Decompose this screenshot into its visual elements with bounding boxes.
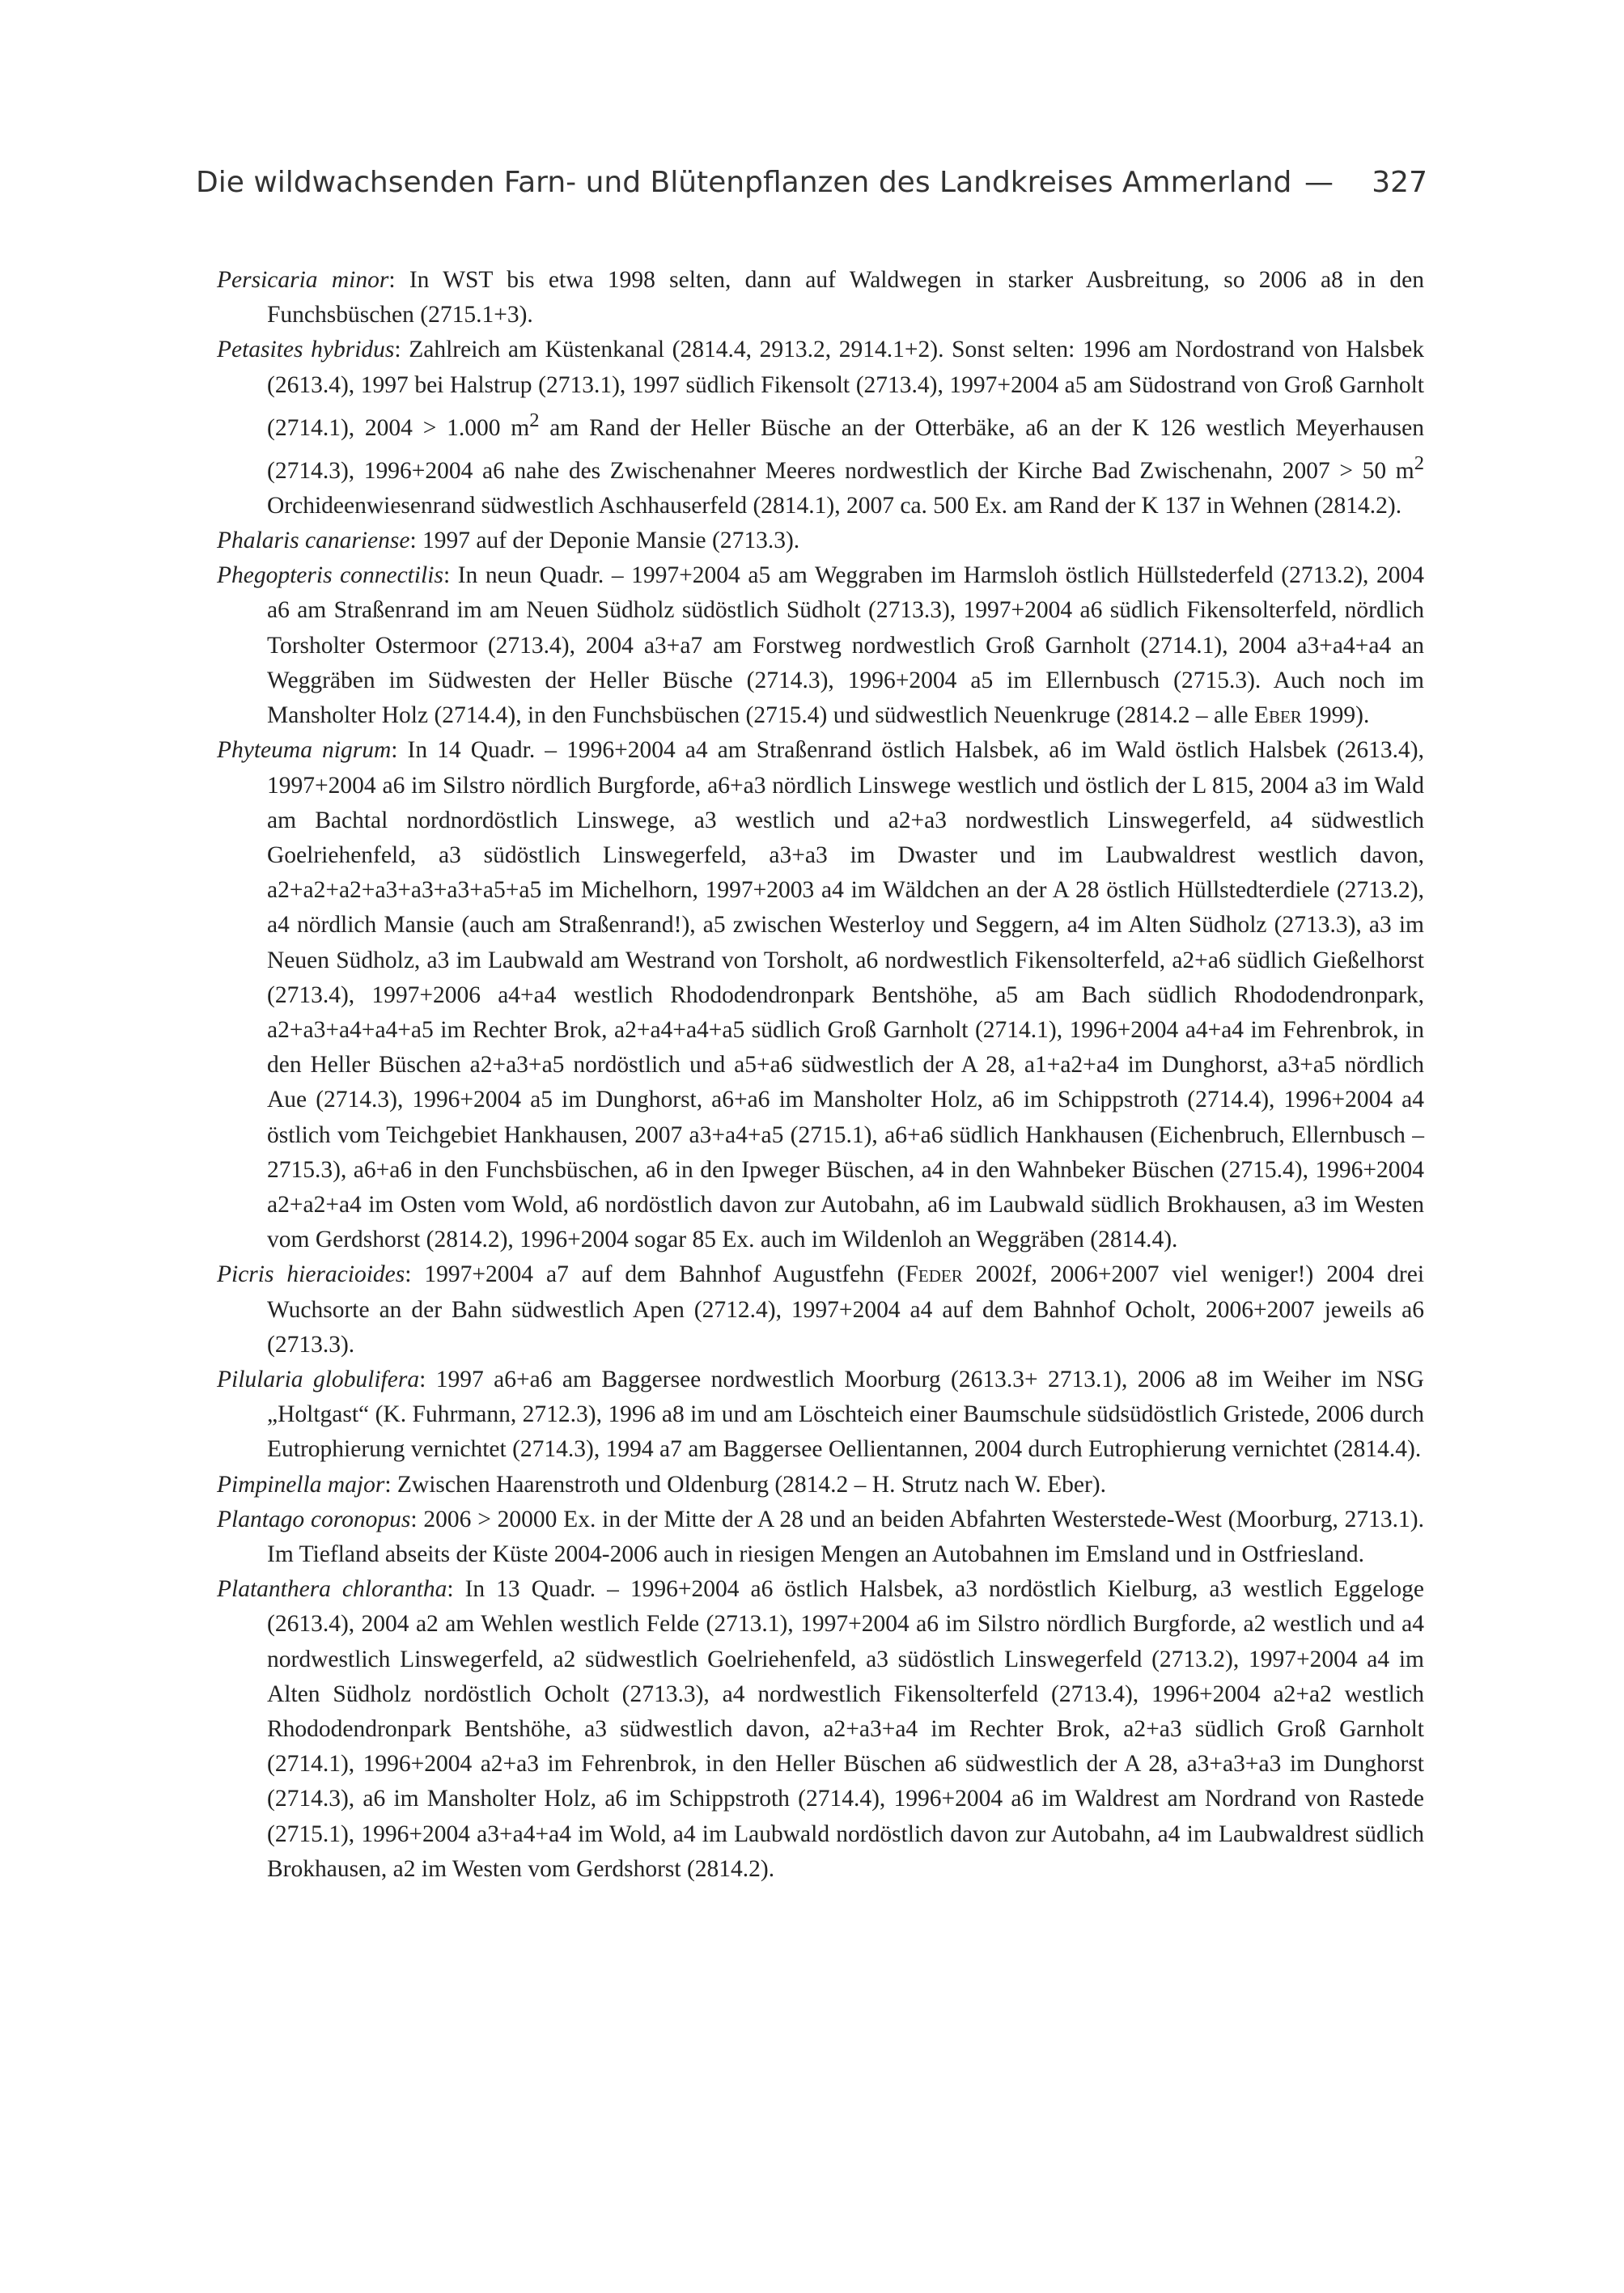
taxon-separator: : (443, 562, 458, 589)
entry-text: 1997 a6+a6 am Baggersee nordwestlich Moorburg (2613.3+ 2713.1), 2006 a8 im Weiher im NSG „Holtgast“ (K. Fuhrmann, 2712.3), 1996 a8 im und am Löschteich einer Baumschule südsüdöstlich Gristede, 2006 durch Eutrophierung vernichtet (2714.3), 1994 a7 am Baggersee Oellientannen, 2004 durch Eutrophierung vernichtet (2814.4). (267, 1366, 1424, 1463)
entry-text: 2002f, 2006+2007 viel weniger!) 2004 drei Wuchsorte an der Bahn südwestlich Apen (2712.4), 1997+2004 a4 auf dem Bahnhof Ocholt, 2006+2007 jeweils a6 (2713.3). (267, 1261, 1425, 1358)
page-number: 327 (1372, 166, 1427, 199)
taxon-name: Phalaris canariense (217, 528, 410, 554)
running-head-dash: — (1304, 166, 1334, 199)
taxon-name: Picris hieracioides (217, 1261, 405, 1288)
taxon-name: Phegopteris connectilis (217, 562, 443, 589)
species-entry (217, 1257, 1424, 1363)
superscript: 2 (1414, 451, 1424, 474)
author-name: Feder (905, 1261, 963, 1288)
entry-text: In 14 Quadr. – 1996+2004 a4 am Straßenrand östlich Halsbek, a6 im Wald östlich Halsbek (2613.4), 1997+2004 a6 im Silstro nördlich Burgforde, a6+a3 nördlich Linswege westlich und östlich der L 815, 2004 a3 im Wald am Bachtal nordnordöstlich Linswege, a3 westlich und a2+a3 nordwestlich Linswegerfeld, a4 südwestlich Goelriehenfeld, a3 südöstlich Linswegerfeld, a3+a3 im Dwaster und im Laubwaldrest westlich davon, a2+a2+a2+a3+a3+a3+a5+a5 im Michelhorn, 1997+2003 a4 im Wäldchen an der A 28 östlich Hüllstedterdiele (2713.2), a4 nördlich Mansie (auch am Straßenrand!), a5 zwischen Westerloy und Seggern, a4 im Alten Südholz (2713.3), a3 im Neuen Südholz, a3 im Laubwald am Westrand von Torsholt, a6 nordwestlich Fikensolterfeld, a2+a6 südlich Gießelhorst (2713.4), 1997+2006 a4+a4 westlich Rhododendronpark Bentshöhe, a5 am Bach südlich Rhododendronpark, a2+a3+a4+a4+a5 im Rechter Brok, a2+a4+a4+a5 südlich Groß Garnholt (2714.1), 1996+2004 a4+a4 im Fehrenbrok, in den Heller Büschen a2+a3+a5 nordöstlich und a5+a6 südwestlich der A 28, a1+a2+a4 im Dunghorst, a3+a5 nördlich Aue (2714.3), 1996+2004 a5 im Dunghorst, a6+a6 im Mansholter Holz, a6 im Schippstroth (2714.4), 1996+2004 a4 östlich vom Teichgebiet Hankhausen, 2007 a3+a4+a5 (2715.1), a6+a6 südlich Hankhausen (Eichenbruch, Ellernbusch – 2715.3), a6+a6 in den Funchsbüschen, a6 in den Ipweger Büschen, a4 in den Wahnbeker Büschen (2715.4), 1996+2004 a2+a2+a4 im Osten vom Wold, a6 nordöstlich davon zur Autobahn, a6 im Laubwald südlich Brokhausen, a3 im Westen vom Gerdshorst (2814.2), 1996+2004 sogar 85 Ex. auch im Wildenloh an Weggräben (2814.4). (267, 737, 1425, 1253)
species-entry (217, 263, 1424, 333)
entry-text: 1997+2004 a7 auf dem Bahnhof Augustfehn ( (424, 1261, 905, 1288)
entry-text: In WST bis etwa 1998 selten, dann auf Waldwegen in starker Ausbreitung, so 2006 a8 in den Funchsbüschen (2715.1+3). (267, 267, 1424, 328)
entry-text: 1999). (1301, 702, 1370, 729)
entry-text: Zahlreich am Küstenkanal (2814.4, 2913.2, 2914.1+2). Sonst selten: 1996 am Nordostrand von Halsbek (2613.4), 1997 bei Halstrup (2713.1), 1997 südlich Fikensolt (2713.4), 1997+2004 a5 am Südostrand von Groß Garnholt (2714.1), 2004 > 1.000 m (267, 337, 1424, 441)
running-head-title: Die wildwachsenden Farn- und Blütenpflanzen des Landkreises Ammerland (196, 166, 1292, 199)
taxon-separator: : (409, 528, 423, 554)
taxon-name: Platanthera chlorantha (217, 1576, 447, 1603)
author-name: Eber (1253, 702, 1302, 729)
taxon-separator: : (405, 1261, 425, 1288)
taxon-separator: : (394, 337, 409, 363)
entry-text: 1997 auf der Deponie Mansie (2713.3). (422, 528, 800, 554)
taxon-name: Phyteuma nigrum (217, 737, 392, 764)
taxon-name: Plantago coronopus (217, 1506, 411, 1532)
taxon-separator: : (410, 1506, 424, 1532)
species-entry (217, 1503, 1424, 1572)
species-entry (217, 333, 1424, 523)
entry-text: 2006 > 20000 Ex. in der Mitte der A 28 und an beiden Abfahrten Westerstede-West (Moorburg, 2713.1). Im Tiefland abseits der Küste 2004-2006 auch in riesigen Mengen an Autobahnen im Emsland und in Ostfriesland. (267, 1506, 1424, 1567)
species-entry (217, 558, 1424, 733)
taxon-separator: : (419, 1366, 436, 1392)
entry-text: In neun Quadr. – 1997+2004 a5 am Weggraben im Harmsloh östlich Hüllstederfeld (2713.2), 2004 a6 am Straßenrand im am Neuen Südholz südöstlich Südholt (2713.3), 1997+2004 a6 südlich Fikensolterfeld, nördlich Torsholter Ostermoor (2713.4), 2004 a3+a7 am Forstweg nordwestlich Groß Garnholt (2714.1), 2004 a3+a4+a4 an Weggräben im Südwesten der Heller Büsche (2714.3), 1996+2004 a5 im Ellernbusch (2715.3). Auch noch im Mansholter Holz (2714.4), in den Funchsbüschen (2715.4) und südwestlich Neuenkruge (2814.2 – alle (267, 562, 1424, 729)
entry-text: In 13 Quadr. – 1996+2004 a6 östlich Halsbek, a3 nordöstlich Kielburg, a3 westlich Eggeloge (2613.4), 2004 a2 am Wehlen westlich Felde (2713.1), 1997+2004 a6 im Silstro nördlich Burgforde, a2 westlich und a4 nordwestlich Linswegerfeld, a2 südwestlich Goelriehenfeld, a3 südöstlich Linswegerfeld (2713.2), 1997+2004 a4 im Alten Südholz nordöstlich Ocholt (2713.3), a4 nordwestlich Fikensolterfeld (2713.4), 1996+2004 a2+a2 westlich Rhododendronpark Bentshöhe, a3 südwestlich davon, a2+a3+a4 im Rechter Brok, a2+a3 südlich Groß Garnholt (2714.1), 1996+2004 a2+a3 im Fehrenbrok, in den Heller Büschen a6 südwestlich der A 28, a3+a3+a3 im Dunghorst (2714.3), a6 im Mansholter Holz, a6 im Schippstroth (2714.4), 1996+2004 a6 im Waldrest am Nordrand von Rastede (2715.1), 1996+2004 a3+a4+a4 im Wold, a4 im Laubwald nordöstlich davon zur Autobahn, a4 im Laubwaldrest südlich Brokhausen, a2 im Westen vom Gerdshorst (2814.2). (267, 1576, 1424, 1882)
taxon-name: Pimpinella major (217, 1471, 385, 1498)
species-entry (217, 733, 1424, 1257)
taxon-name: Pilularia globulifera (217, 1366, 420, 1392)
taxon-separator: : (447, 1576, 465, 1603)
superscript: 2 (529, 409, 540, 431)
taxon-name: Petasites hybridus (217, 337, 395, 363)
entry-text: am Rand der Heller Büsche an der Otterbäke, a6 an der K 126 westlich Meyerhausen (2714.3), 1996+2004 a6 nahe des Zwischenahner Meeres nordwestlich der Kirche Bad Zwischenahn, 2007 > 50 m (267, 414, 1424, 484)
running-head (196, 166, 1427, 199)
species-entry (217, 1468, 1424, 1503)
species-entry (217, 1363, 1424, 1468)
species-entry (217, 523, 1424, 558)
species-entries (217, 263, 1424, 1887)
taxon-name: Persicaria minor (217, 267, 389, 293)
taxon-separator: : (388, 267, 409, 293)
taxon-separator: : (384, 1471, 397, 1498)
entry-text: Zwischen Haarenstroth und Oldenburg (2814.2 – H. Strutz nach W. Eber). (396, 1471, 1106, 1498)
species-entry (217, 1572, 1424, 1887)
entry-text: Orchideenwiesenrand südwestlich Aschhauserfeld (2814.1), 2007 ca. 500 Ex. am Rand der K 137 in Wehnen (2814.2). (267, 492, 1402, 519)
taxon-separator: : (391, 737, 408, 764)
